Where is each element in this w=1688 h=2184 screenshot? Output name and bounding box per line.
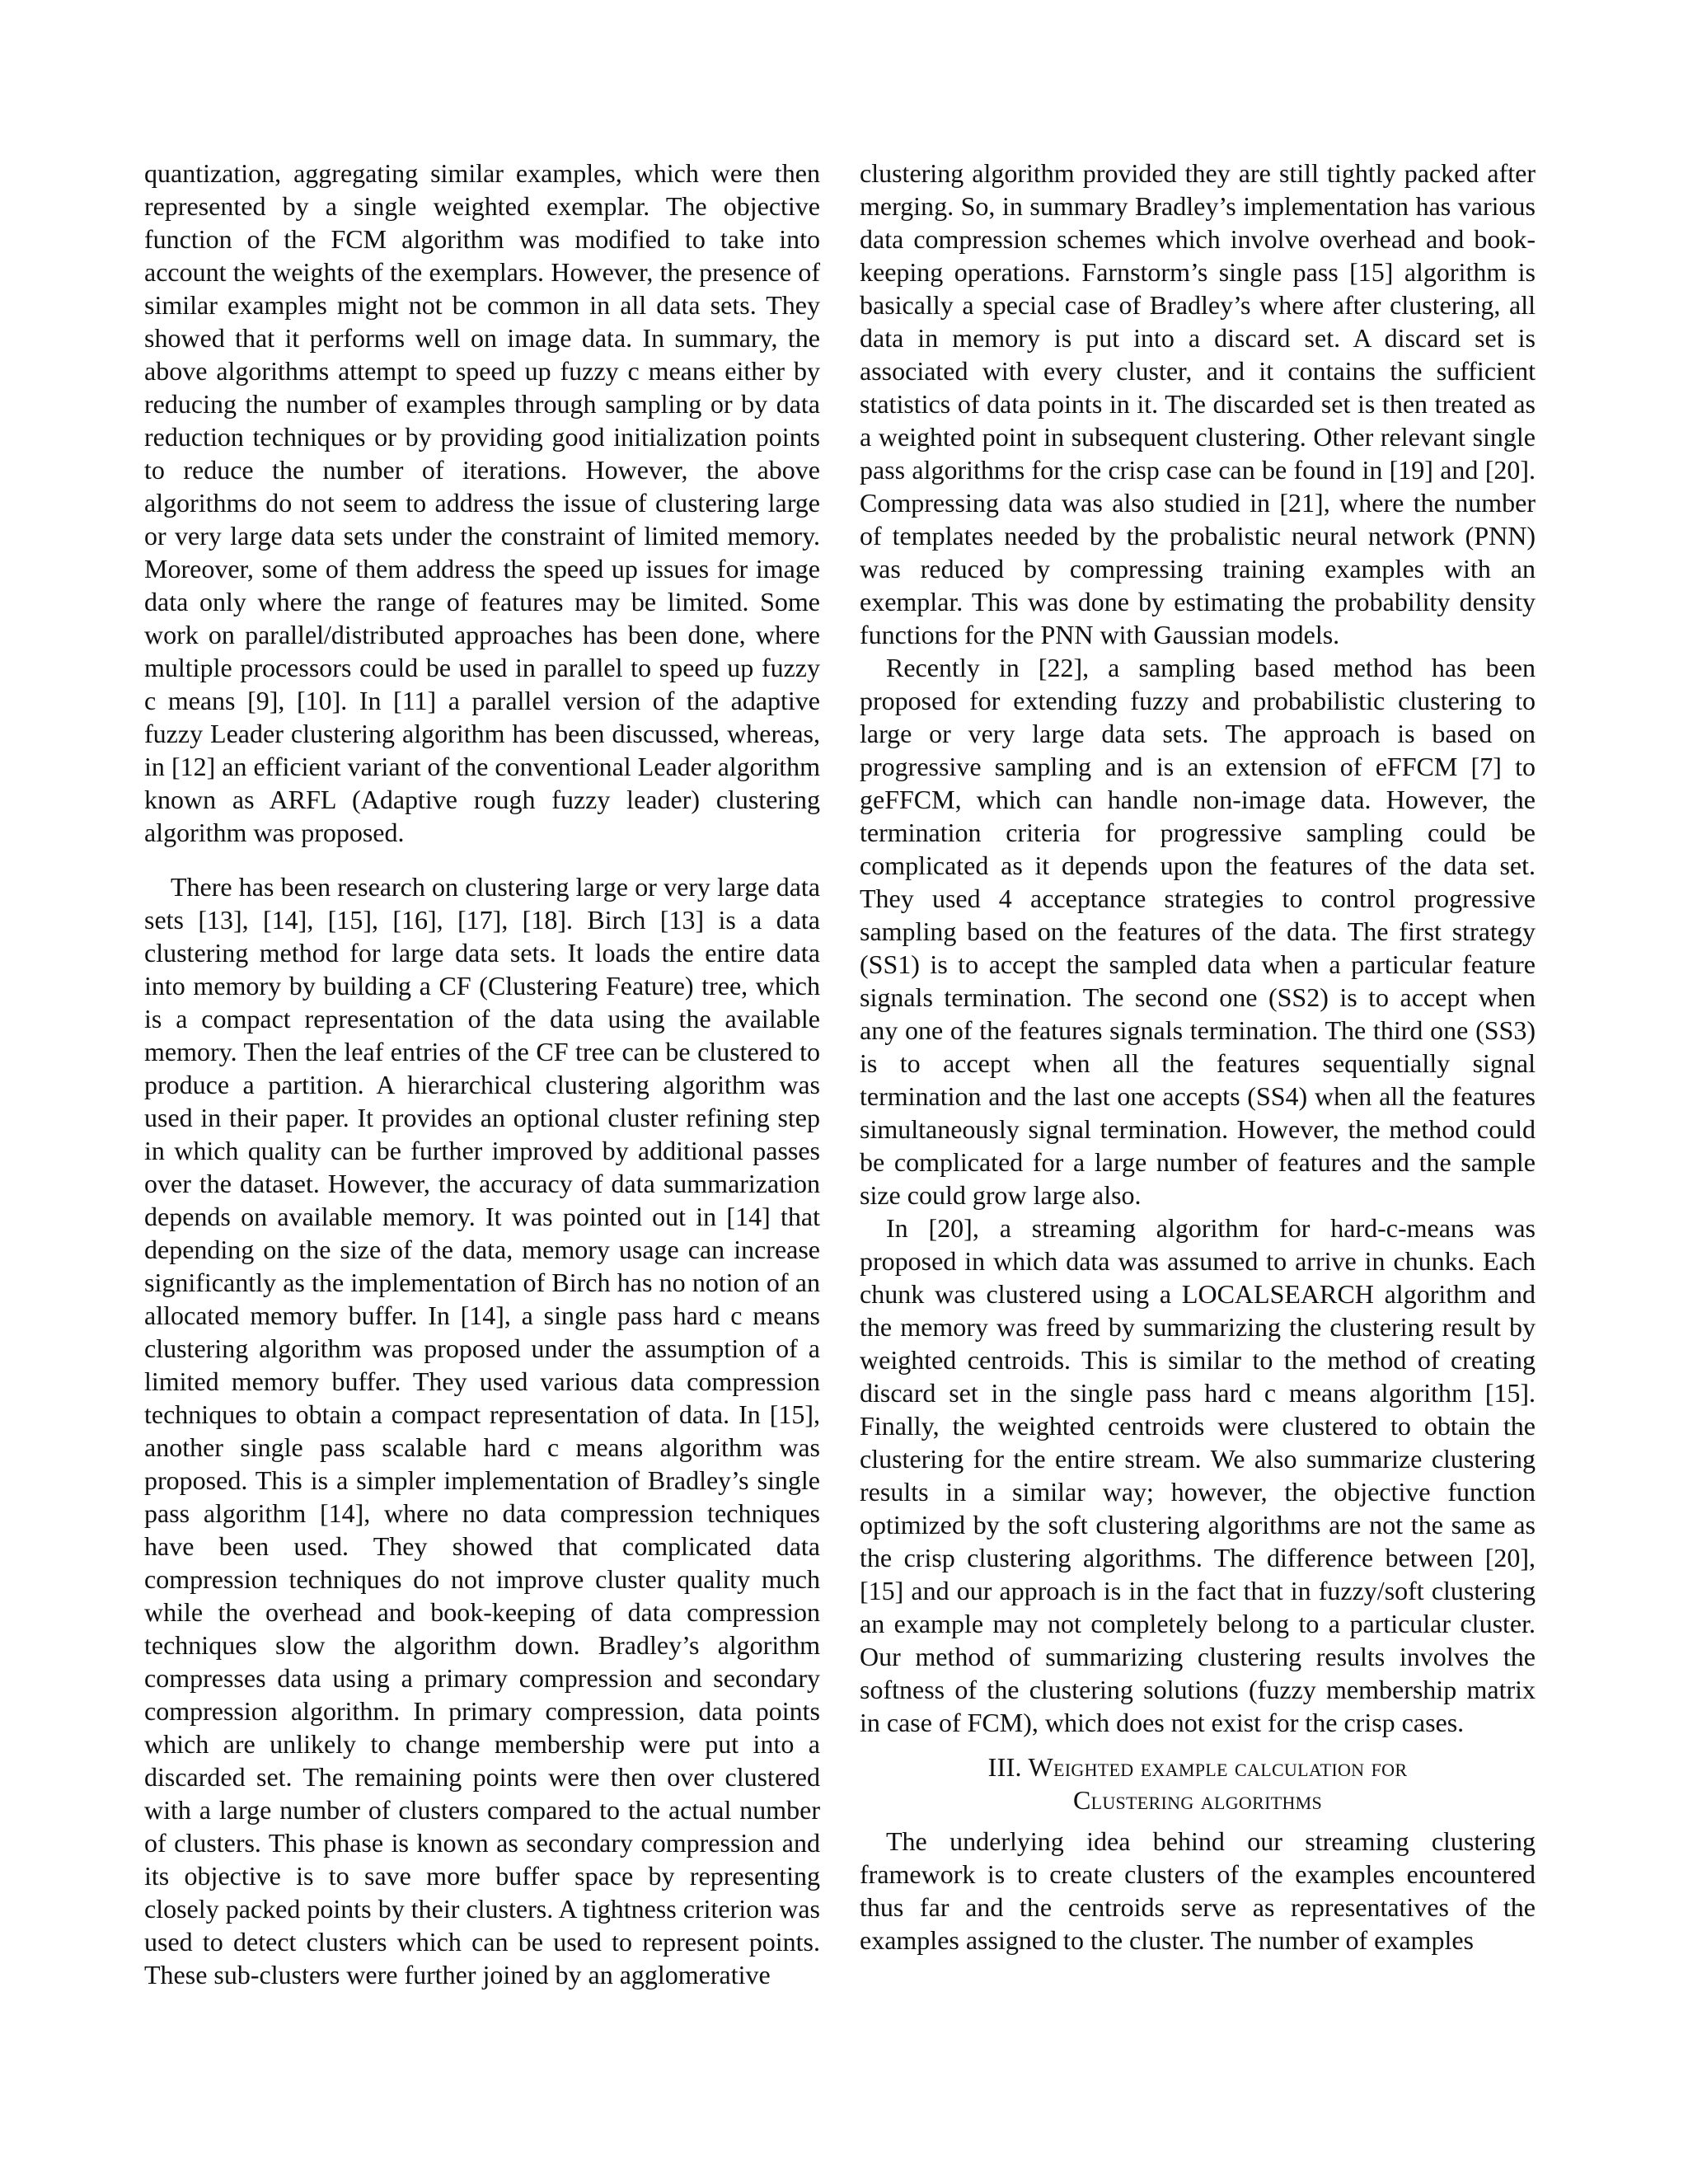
paragraph-continuation-right: clustering algorithm provided they are still tightly packed after merging. So, in summary Bradley’s implementation has various data compression schemes which involve overhead and book-keeping operations. Farnstorm’s single pass [15] algorithm is basically a special case of Bradley’s where after clustering, all data in memory is put into a discard set. A discard set is associated with every cluster, and it contains the sufficient statistics of data points in it. The discarded set is then treated as a weighted point in subsequent clustering. Other relevant single pass algorithms for the crisp case can be found in [19] and [20]. Compressing data was also studied in [21], where the number of templates needed by the probalistic neural network (PNN) was reduced by compressing training examples with an exemplar. This was done by estimating the probability density functions for the PNN with Gaussian models. [860,158,1536,649]
left-column [144,157,820,1991]
section-heading-line1: III. Weighted example calculation for [987,1752,1408,1782]
paragraph-sampling-method: Recently in [22], a sampling based method has been proposed for extending fuzzy and probabilistic clustering to large or very large data sets. The approach is based on progressive sampling and is an extension of eFFCM [7] to geFFCM, which can handle non-image data. However, the termination criteria for progressive sampling could be complicated as it depends upon the features of the data set. They used 4 acceptance strategies to control progressive sampling based on the features of the data. The first strategy (SS1) is to accept the sampled data when a particular feature signals termination. The second one (SS2) is to accept when any one of the features signals termination. The third one (SS3) is to accept when all the features sequentially signal termination and the last one accepts (SS4) when all the features simultaneously signal termination. However, the method could be complicated for a large number of features and the sample size could grow large also. [860,653,1536,1210]
paragraph-large-datasets: There has been research on clustering large or very large data sets [13], [14], [15], [16], [17], [18]. Birch [13] is a data clustering method for large data sets. It loads the entire data into memory by building a CF (Clustering Feature) tree, which is a compact representation of the data using the available memory. Then the leaf entries of the CF tree can be clustered to produce a partition. A hierarchical clustering algorithm was used in their paper. It provides an optional cluster refining step in which quality can be further improved by additional passes over the dataset. However, the accuracy of data summarization depends on available memory. It was pointed out in [14] that depending on the size of the data, memory usage can increase significantly as the implementation of Birch has no notion of an allocated memory buffer. In [14], a single pass hard c means clustering algorithm was proposed under the assumption of a limited memory buffer. They used various data compression techniques to obtain a compact representation of data. In [15], another single pass scalable hard c means algorithm was proposed. This is a simpler implementation of Bradley’s single pass algorithm [14], where no data compression techniques have been used. They showed that complicated data compression techniques do not improve cluster quality much while the overhead and book-keeping of data compression techniques slow the algorithm down. Bradley’s algorithm compresses data using a primary compression and secondary compression algorithm. In primary compression, data points which are unlikely to change membership were put into a discarded set. The remaining points were then over clustered with a large number of clusters compared to the actual number of clusters. This phase is known as secondary compression and its objective is to save more buffer space by representing closely packed points by their clusters. A tightness criterion was used to detect clusters which can be used to represent points. These sub-clusters were further joined by an agglomerative [144,872,820,1990]
section-heading-line2: Clustering algorithms [1072,1785,1323,1815]
section-heading [860,1750,1536,1816]
paragraph-continuation-left: quantization, aggregating similar examples, which were then represented by a single weighted exemplar. The objective function of the FCM algorithm was modified to take into account the weights of the exemplars. However, the presence of similar examples might not be common in all data sets. They showed that it performs well on image data. In summary, the above algorithms attempt to speed up fuzzy c means either by reducing the number of examples through sampling or by data reduction techniques or by providing good initialization points to reduce the number of iterations. However, the above algorithms do not seem to address the issue of clustering large or very large data sets under the constraint of limited memory. Moreover, some of them address the speed up issues for image data only where the range of features may be limited. Some work on parallel/distributed approaches has been done, where multiple processors could be used in parallel to speed up fuzzy c means [9], [10]. In [11] a parallel version of the adaptive fuzzy Leader clustering algorithm has been discussed, whereas, in [12] an efficient variant of the conventional Leader algorithm known as ARFL (Adaptive rough fuzzy leader) clustering algorithm was proposed. [144,158,820,847]
paragraph-streaming-algorithm: In [20], a streaming algorithm for hard-c-means was proposed in which data was assumed to arrive in chunks. Each chunk was clustered using a LOCALSEARCH algorithm and the memory was freed by summarizing the clustering result by weighted centroids. This is similar to the method of creating discard set in the single pass hard c means algorithm [15]. Finally, the weighted centroids were clustered to obtain the clustering for the entire stream. We also summarize clustering results in a similar way; however, the objective function optimized by the soft clustering algorithms are not the same as the crisp clustering algorithms. The difference between [20], [15] and our approach is in the fact that in fuzzy/soft clustering an example may not completely belong to a particular cluster. Our method of summarizing clustering results involves the softness of the clustering solutions (fuzzy membership matrix in case of FCM), which does not exist for the crisp cases. [860,1213,1536,1737]
paragraph-underlying-idea: The underlying idea behind our streaming clustering framework is to create clusters of the examples encountered thus far and the centroids serve as representatives of the examples assigned to the cluster. The number of examples [860,1826,1536,1955]
right-column [860,157,1536,1957]
